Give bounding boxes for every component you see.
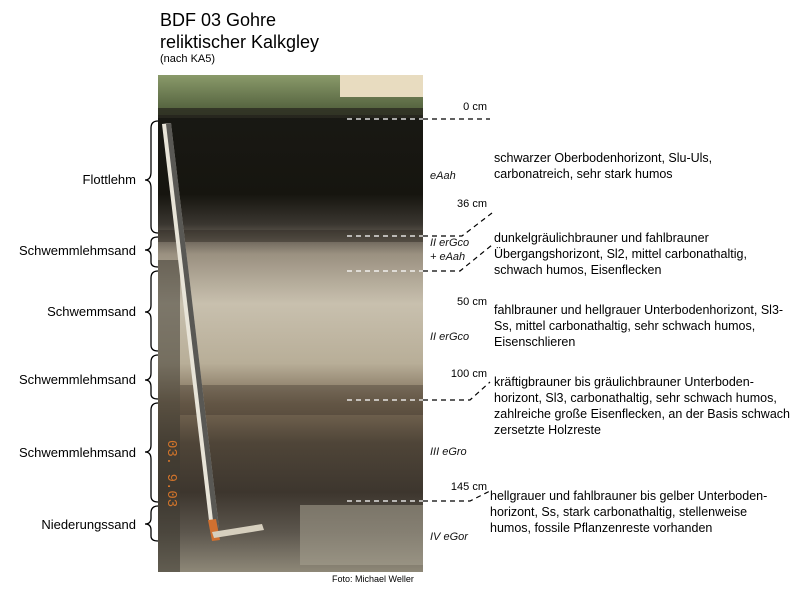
layer-label-schwemmlehmsand-2: Schwemmlehmsand [18,372,136,387]
layer-label-schwemmlehmsand-1: Schwemmlehmsand [18,243,136,258]
depth-100cm: 100 cm [450,368,487,380]
description-eaah: schwarzer Oberbodenhorizont, Slu-Uls, carbonatreich, sehr stark humos [494,151,713,181]
page-subtitle: reliktischer Kalkgley [160,32,320,52]
layer-label-flottlehm: Flottlehm [82,172,136,187]
depth-145cm: 145 cm [450,481,487,493]
layer-label-niederungssand: Niederungssand [41,517,136,532]
horizon-code-eaah: eAah [430,170,456,182]
description-iii-egro: kräftigbrauner bis gräulichbrauner Unterboden-horizont, Sl3, carbonathaltig, sehr schwach humos, zahlreiche große Eisenflecken, an der Basis schwach zersetzte Holzreste [494,375,790,437]
description-iv-egor: hellgrauer und fahlbrauner bis gelber Unterboden-horizont, Ss, stark carbonathaltig, stellenweise humos, fossile Pflanzenreste vorhanden [490,489,768,535]
description-ii-ergco: fahlbrauner und hellgrauer Unterbodenhorizont, Sl3-Ss, mittel carbonathaltig, sehr schwach humos, Eisenschlieren [494,303,784,349]
depth-36cm: 36 cm [457,198,487,210]
depth-50cm: 50 cm [457,296,487,308]
layer-label-schwemmlehmsand-3: Schwemmlehmsand [18,445,136,460]
classification-note: (nach KA5) [160,53,216,65]
horizon-code-ii-ergco-eaah: II erGco + eAah [430,237,470,263]
photo-credit: Foto: Michael Weller [332,574,414,584]
horizon-code-ii-ergco: II erGco [430,331,470,343]
horizon-code-iii-egro: III eGro [430,446,467,458]
description-ii-ergco-eaah: dunkelgräulichbrauner und fahlbrauner Übergangshorizont, Sl2, mittel carbonathaltig, schwach humos, Eisenflecken [494,231,747,277]
horizon-code-iv-egor: IV eGor [430,531,468,543]
layer-brackets [145,121,158,541]
depth-0cm: 0 cm [463,101,487,113]
photo-date-stamp: 03. 9.03 [163,440,179,508]
layer-label-schwemmsand: Schwemmsand [47,304,136,319]
page-title: BDF 03 Gohre [160,10,277,30]
